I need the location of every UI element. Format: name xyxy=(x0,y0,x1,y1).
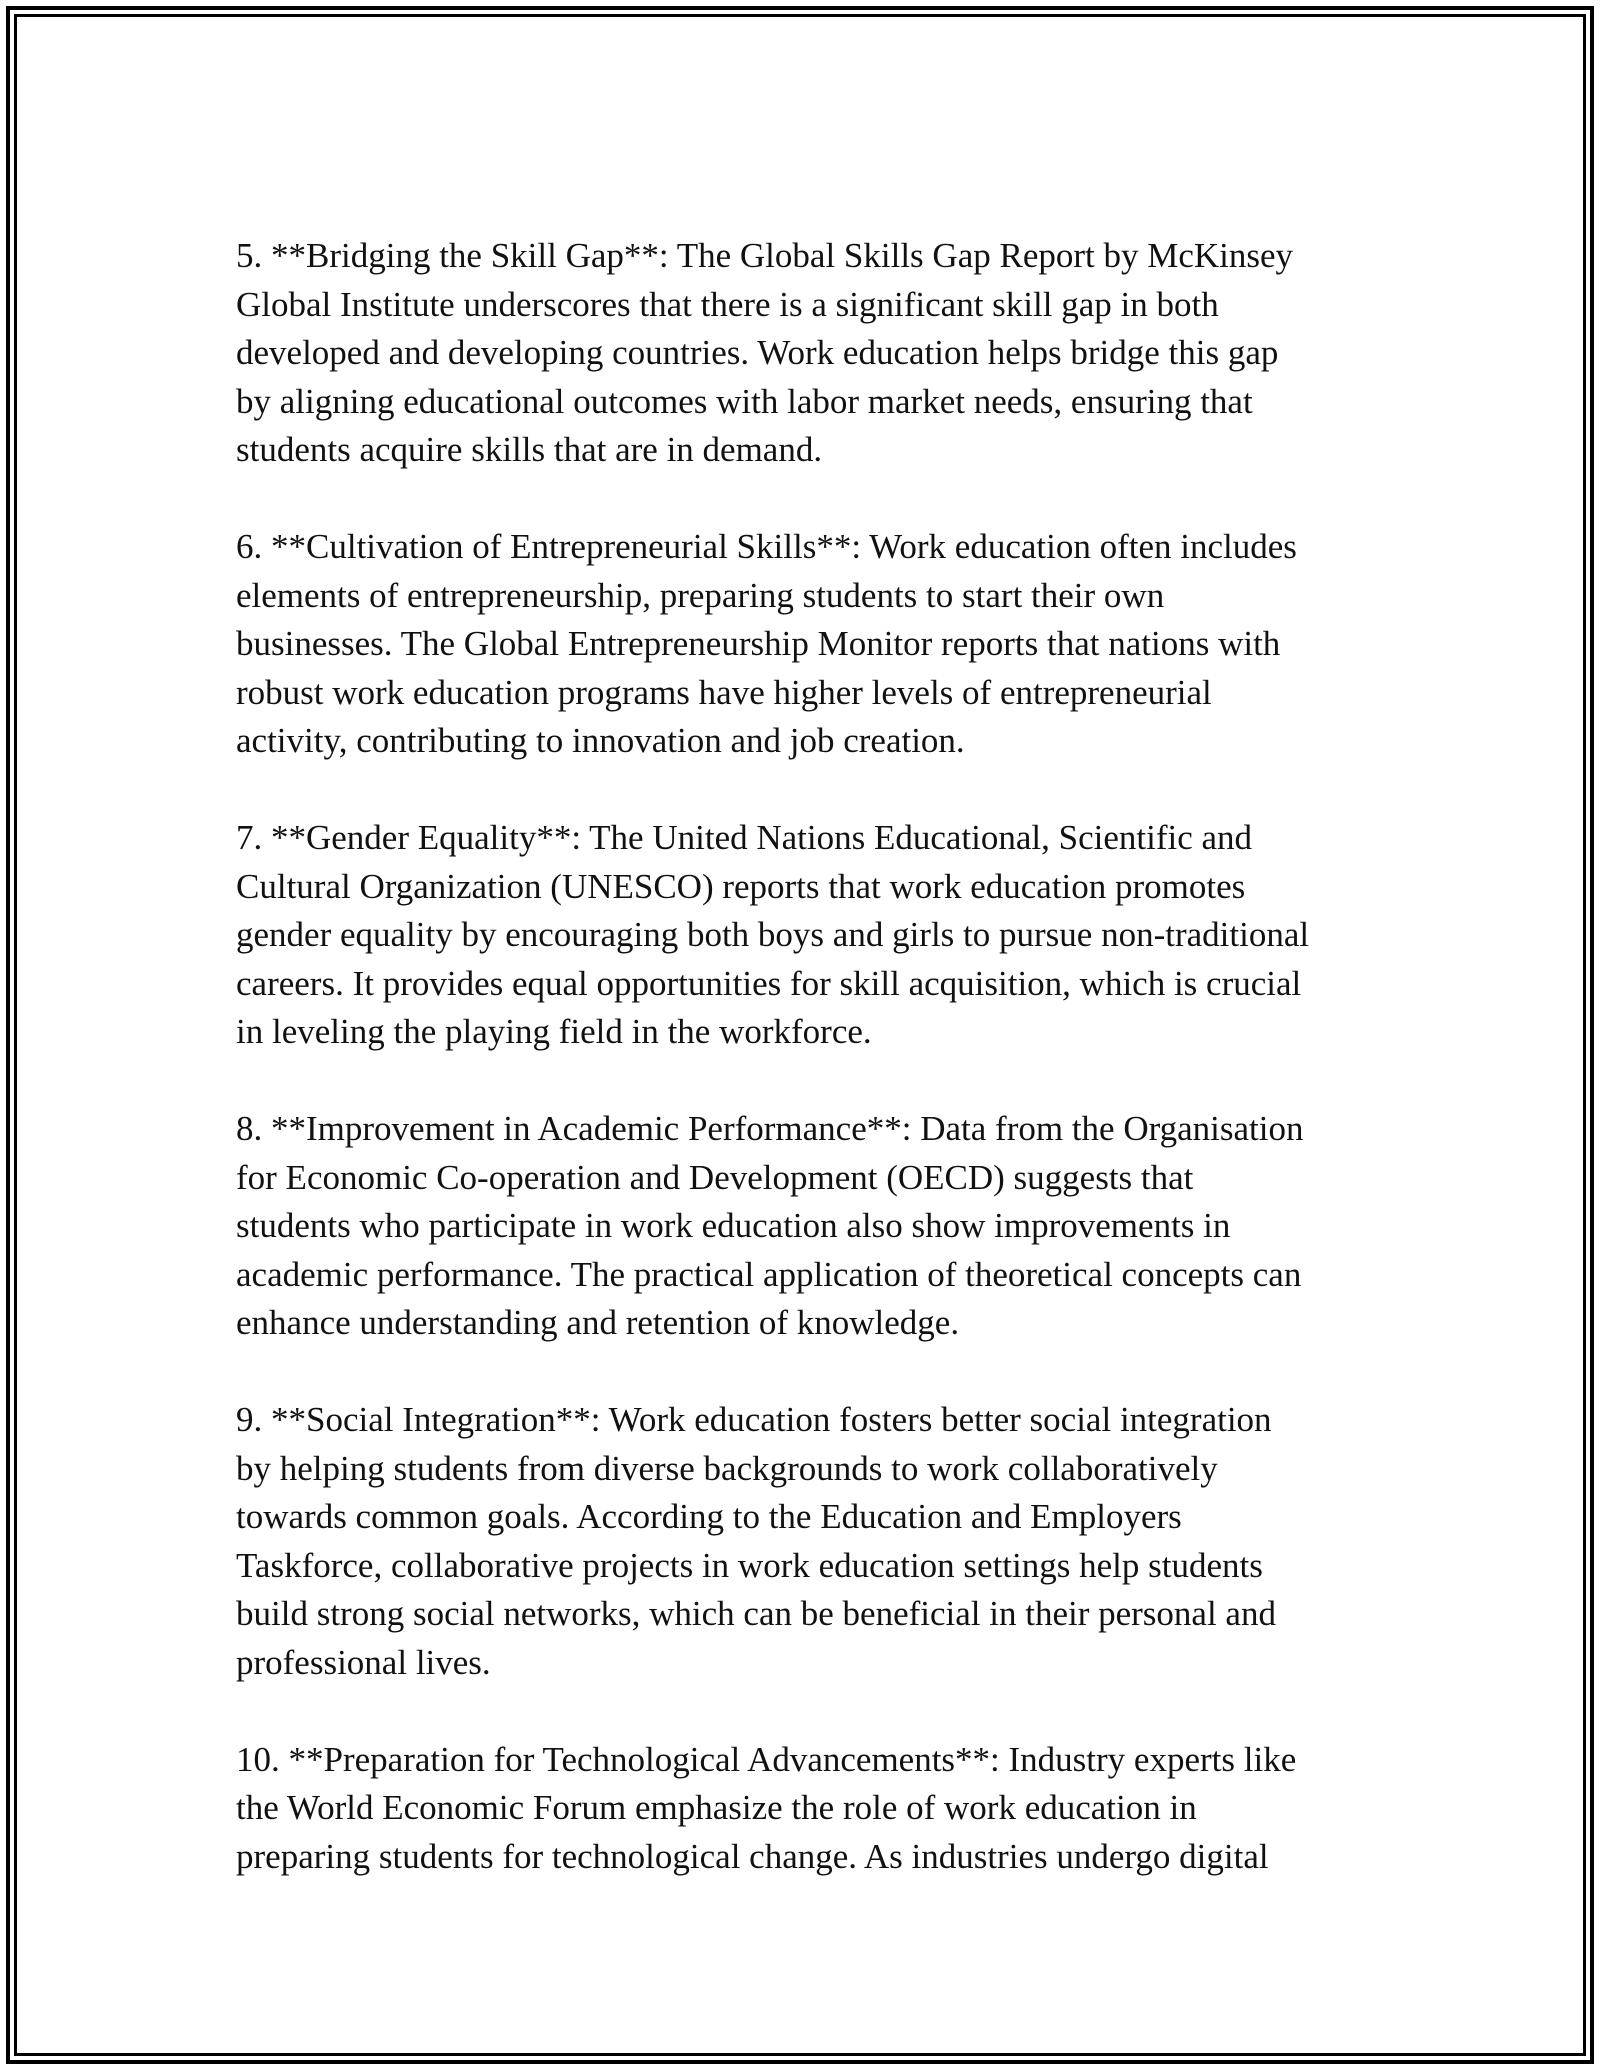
text-line: 5. **Bridging the Skill Gap**: The Global Skills Gap Report by McKinsey xyxy=(236,236,1294,275)
text-line: preparing students for technological change. As industries undergo digital xyxy=(236,1836,1269,1876)
text-line: Taskforce, collaborative projects in work education settings help students xyxy=(236,1545,1263,1585)
text-line: 6. **Cultivation of Entrepreneurial Skills**: Work education often includes xyxy=(236,527,1297,566)
text-line: 10. **Preparation for Technological Advancements**: Industry experts like xyxy=(236,1739,1297,1779)
text-line: by aligning educational outcomes with labor market needs, ensuring that xyxy=(236,381,1253,421)
text-line: professional lives. xyxy=(236,1642,491,1682)
document-body xyxy=(236,232,1366,1930)
text-line: developed and developing countries. Work education helps bridge this gap xyxy=(236,333,1279,372)
paragraph-gender-equality xyxy=(236,814,1366,1057)
text-line: build strong social networks, which can be beneficial in their personal and xyxy=(236,1594,1276,1633)
text-line: the World Economic Forum emphasize the role of work education in xyxy=(236,1788,1197,1827)
text-line: students who participate in work education also show improvements in xyxy=(236,1206,1231,1245)
text-line: Global Institute underscores that there is a significant skill gap in both xyxy=(236,284,1219,324)
text-line: businesses. The Global Entrepreneurship Monitor reports that nations with xyxy=(236,624,1281,663)
text-line: enhance understanding and retention of knowledge. xyxy=(236,1303,960,1342)
paragraph-academic-performance xyxy=(236,1105,1366,1348)
text-line: careers. It provides equal opportunities for skill acquisition, which is crucial xyxy=(236,963,1302,1003)
text-line: gender equality by encouraging both boys and girls to pursue non-traditional xyxy=(236,915,1310,954)
text-line: for Economic Co-operation and Development (OECD) suggests that xyxy=(236,1157,1194,1197)
text-line: robust work education programs have higher levels of entrepreneurial xyxy=(236,672,1212,712)
text-line: 7. **Gender Equality**: The United Nations Educational, Scientific and xyxy=(236,818,1253,857)
paragraph-bridging-skill-gap xyxy=(236,232,1366,475)
text-line: activity, contributing to innovation and job creation. xyxy=(236,721,965,760)
text-line: students acquire skills that are in demand. xyxy=(236,430,823,469)
text-line: 8. **Improvement in Academic Performance**: Data from the Organisation xyxy=(236,1109,1304,1148)
text-line: by helping students from diverse backgrounds to work collaboratively xyxy=(236,1448,1218,1488)
text-line: in leveling the playing field in the workforce. xyxy=(236,1012,872,1051)
paragraph-entrepreneurial-skills xyxy=(236,523,1366,766)
text-line: towards common goals. According to the Education and Employers xyxy=(236,1497,1182,1536)
text-line: academic performance. The practical application of theoretical concepts can xyxy=(236,1254,1302,1294)
text-line: 9. **Social Integration**: Work education fosters better social integration xyxy=(236,1400,1272,1439)
text-line: elements of entrepreneurship, preparing students to start their own xyxy=(236,575,1165,615)
text-line: Cultural Organization (UNESCO) reports that work education promotes xyxy=(236,866,1246,906)
paragraph-technological-advancements xyxy=(236,1736,1366,1882)
paragraph-social-integration xyxy=(236,1396,1366,1687)
